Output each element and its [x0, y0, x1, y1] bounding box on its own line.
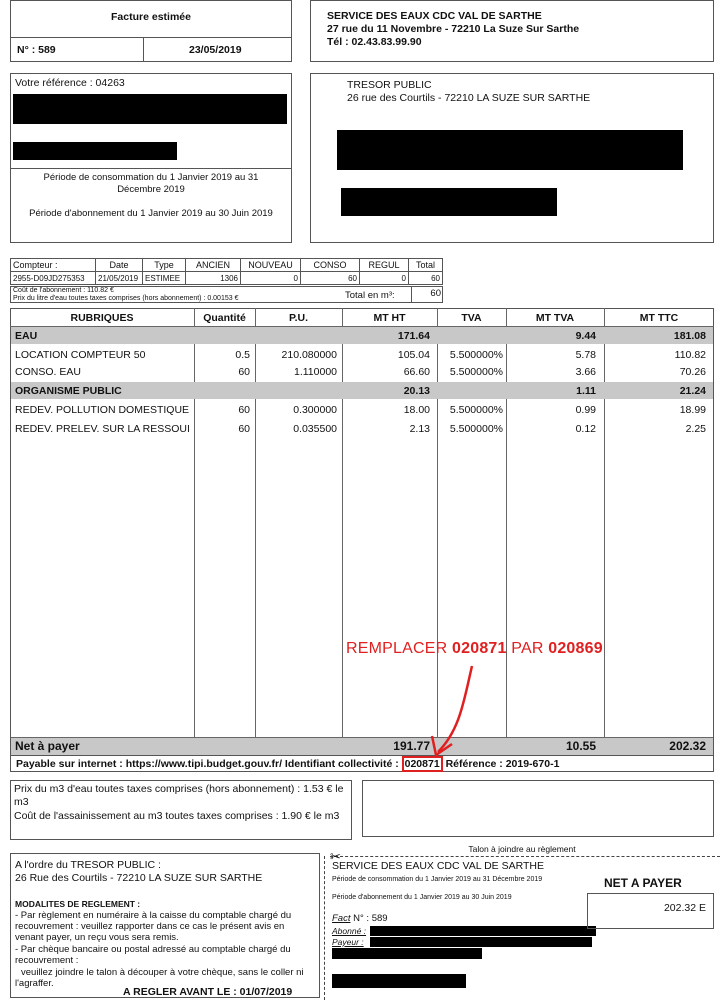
redacted-name — [13, 94, 287, 124]
payment-text: Payable sur internet : https://www.tipi.budget.gouv.fr/ Identifiant collectivité : — [16, 758, 402, 770]
annotation-middle: PAR — [506, 640, 549, 657]
issuer-box — [310, 0, 714, 62]
abonne-label: Abonné : — [332, 926, 367, 936]
row-label: EAU — [15, 330, 38, 342]
row-qty: 60 — [238, 366, 250, 378]
row-tva: 5.500000% — [449, 404, 503, 416]
annotation-new-id: 020869 — [548, 640, 603, 657]
coupon-title: Talon à joindre au règlement — [468, 844, 576, 854]
row-ht: 66.60 — [403, 366, 430, 378]
order-to: A l'ordre du TRESOR PUBLIC : — [15, 859, 161, 871]
col-header-tva: TVA — [461, 312, 482, 324]
collectivity-id: 020871 — [402, 756, 443, 772]
redacted-payer-address-2 — [332, 974, 466, 988]
row-ht: 2.13 — [409, 423, 430, 435]
redacted-payer-address-1 — [332, 948, 482, 959]
row-ttc: 181.08 — [673, 330, 706, 342]
net-ttc: 202.32 — [669, 739, 706, 753]
order-address: 26 Rue des Courtils - 72210 LA SUZE SUR SARTHE — [15, 872, 263, 884]
net-a-payer-title: NET A PAYER — [604, 876, 682, 890]
row-ttc: 18.99 — [679, 404, 706, 416]
meter-header: ANCIEN — [186, 259, 241, 272]
row-label: CONSO. EAU — [15, 366, 81, 378]
meter-header: NOUVEAU — [241, 259, 301, 272]
row-ht: 105.04 — [397, 349, 430, 361]
redacted-recipient-line-1 — [337, 130, 683, 170]
recipient-name: TRESOR PUBLIC — [347, 79, 432, 91]
meter-header: Type — [143, 259, 186, 272]
row-label: LOCATION COMPTEUR 50 — [15, 349, 146, 361]
net-a-payer-box — [587, 893, 714, 929]
fact-label: Fact — [332, 913, 351, 924]
row-qty: 60 — [238, 423, 250, 435]
empty-box — [362, 780, 714, 837]
row-mt-tva: 3.66 — [575, 366, 596, 378]
meter-value: 60 — [301, 272, 360, 285]
meter-value: 2955-D09JD275353 — [11, 272, 96, 285]
meter-value: 1306 — [186, 272, 241, 285]
modalites-title: MODALITES DE REGLEMENT : — [15, 899, 141, 909]
row-qty: 60 — [238, 404, 250, 416]
cut-line-vertical — [324, 856, 325, 1000]
coupon-service: SERVICE DES EAUX CDC VAL DE SARTHE — [332, 860, 545, 872]
row-ht: 171.64 — [397, 330, 430, 342]
meter-header: CONSO — [301, 259, 360, 272]
net-a-payer-amount: 202.32 E — [663, 902, 706, 914]
meter-value: 60 — [409, 272, 443, 285]
prices-box — [10, 780, 352, 840]
annotation-arrow — [420, 660, 490, 760]
subscription-cost: Coût de l'abonnement : 110.82 € — [13, 287, 114, 294]
meter-value: ESTIMEE — [143, 272, 186, 285]
row-ttc: 2.25 — [685, 423, 706, 435]
col-header-pu: P.U. — [288, 312, 309, 324]
row-pu: 0.035500 — [293, 423, 337, 435]
payment-deadline: A REGLER AVANT LE : 01/07/2019 — [123, 986, 293, 998]
issuer-name: SERVICE DES EAUX CDC VAL DE SARTHE — [327, 10, 542, 22]
scissors-icon: ✂ — [330, 849, 341, 864]
modalites-numeraire: - Par règlement en numéraire à la caisse du comptable chargé du recouvrement : veuillez rapporter dans ce cas le présent avis en venant payer, un reçu vous sera remis. — [15, 910, 292, 943]
payment-instructions-box — [10, 853, 320, 998]
invoice-title: Facture estimée — [111, 11, 191, 23]
row-ht: 18.00 — [403, 404, 430, 416]
row-pu: 0.300000 — [293, 404, 337, 416]
redacted-address — [13, 142, 177, 160]
recipient-address: 26 rue des Courtils - 72210 LA SUZE SUR SARTHE — [347, 92, 591, 104]
invoice-header-box — [10, 0, 292, 62]
net-ht: 191.77 — [393, 739, 430, 753]
coupon-abo-period: Période d'abonnement du 1 Janvier 2019 au 30 Juin 2019 — [332, 894, 512, 901]
meter-value: 0 — [360, 272, 409, 285]
coupon-fact — [332, 913, 388, 924]
meter-header: Date — [96, 259, 143, 272]
col-header-rubriques: RUBRIQUES — [70, 312, 134, 324]
subscription-period: Période d'abonnement du 1 Janvier 2019 au 30 Juin 2019 — [29, 208, 273, 219]
row-qty: 0.5 — [235, 349, 250, 361]
consumption-period: Période de consommation du 1 Janvier 2019 au 31 Décembre 2019 — [43, 172, 259, 195]
col-header-mt-ht: MT HT — [373, 312, 406, 324]
payment-reference: Référence : 2019-670-1 — [445, 758, 560, 770]
meter-table — [10, 258, 443, 285]
modalites-talon: veuillez joindre le talon à découper à votre chèque, sans le coller ni l'agraffer. — [15, 967, 304, 989]
row-mt-tva: 1.11 — [576, 385, 596, 397]
payeur-label: Payeur : — [332, 937, 364, 947]
water-price: Prix du m3 d'eau toutes taxes comprises (hors abonnement) : 1.53 € le m3 — [14, 783, 344, 808]
row-ht: 20.13 — [403, 385, 430, 397]
col-header-mt-ttc: MT TTC — [639, 312, 679, 324]
total-m3-label: Total en m³: — [345, 290, 395, 301]
meter-header: REGUL — [360, 259, 409, 272]
meter-value-row — [11, 272, 443, 285]
fact-number: N° : 589 — [350, 913, 388, 924]
meter-info-box — [10, 286, 443, 303]
meter-header-row — [11, 259, 443, 272]
issuer-phone: Tél : 02.43.83.99.90 — [327, 36, 422, 48]
row-label: REDEV. POLLUTION DOMESTIQUE — [15, 404, 190, 416]
row-mt-tva: 0.12 — [575, 423, 596, 435]
annotation-old-id: 020871 — [452, 640, 507, 657]
row-ttc: 21.24 — [679, 385, 706, 397]
modalites-cheque: - Par chèque bancaire ou postal adressé au comptable chargé du recouvrement : — [15, 944, 291, 966]
meter-value: 0 — [241, 272, 301, 285]
redacted-recipient-line-2 — [341, 188, 557, 216]
issuer-address: 27 rue du 11 Novembre - 72210 La Suze Sur Sarthe — [327, 23, 580, 35]
redacted-abonne — [370, 926, 596, 936]
redacted-payeur — [370, 937, 592, 947]
row-label: REDEV. PRELEV. SUR LA RESSOUI — [15, 423, 190, 435]
row-label: ORGANISME PUBLIC — [15, 385, 122, 397]
invoice-date: 23/05/2019 — [189, 44, 242, 56]
recipient-box — [310, 73, 714, 243]
row-tva: 5.500000% — [449, 349, 503, 361]
total-m3-value: 60 — [430, 288, 441, 299]
row-ttc: 70.26 — [679, 366, 706, 378]
price-per-liter: Prix du litre d'eau toutes taxes comprises (hors abonnement) : 0.00153 € — [13, 295, 239, 302]
annotation-prefix: REMPLACER — [346, 640, 453, 657]
cut-line — [330, 856, 720, 857]
row-mt-tva: 5.78 — [575, 349, 596, 361]
customer-box — [10, 73, 292, 243]
customer-reference: Votre référence : 04263 — [15, 77, 125, 89]
row-ttc: 110.82 — [674, 349, 706, 361]
meter-value: 21/05/2019 — [96, 272, 143, 285]
correction-annotation — [346, 640, 603, 658]
row-tva: 5.500000% — [449, 366, 503, 378]
coupon-conso-period: Période de consommation du 1 Janvier 2019 au 31 Décembre 2019 — [332, 876, 543, 883]
sanitation-price: Coût de l'assainissement au m3 toutes taxes comprises : 1.90 € le m3 — [14, 810, 340, 822]
row-mt-tva: 0.99 — [575, 404, 596, 416]
col-header-mt-tva: MT TVA — [535, 312, 575, 324]
col-header-quantite: Quantité — [203, 312, 246, 324]
row-mt-tva: 9.44 — [575, 330, 596, 342]
row-pu: 210.080000 — [281, 349, 337, 361]
row-tva: 5.500000% — [449, 423, 503, 435]
net-tva: 10.55 — [565, 739, 596, 753]
invoice-number: N° : 589 — [17, 44, 56, 56]
meter-header: Compteur : — [11, 259, 96, 272]
net-label: Net à payer — [15, 739, 80, 753]
meter-header: Total — [409, 259, 443, 272]
row-pu: 1.110000 — [293, 366, 337, 378]
